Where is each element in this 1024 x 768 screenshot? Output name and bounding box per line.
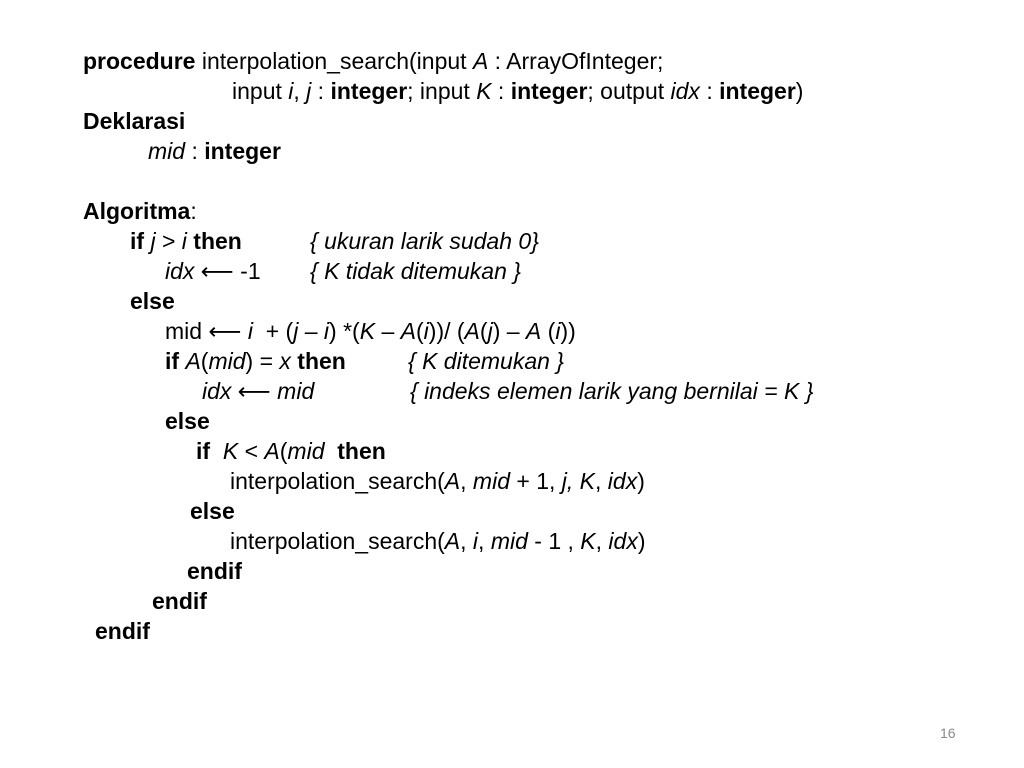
code-line <box>165 346 346 376</box>
text-token: ⟵ <box>231 378 278 404</box>
keyword-token: integer <box>204 138 281 164</box>
code-line <box>190 496 235 526</box>
text-token: ⟵ -1 <box>194 258 261 284</box>
italic-token: j <box>150 228 156 254</box>
italic-token: x <box>279 348 291 374</box>
italic-token: i <box>555 318 561 344</box>
text-token: – <box>298 318 324 344</box>
italic-token: i <box>323 318 330 344</box>
italic-token: K <box>580 528 596 554</box>
code-line <box>130 226 242 256</box>
italic-token: A <box>444 468 461 494</box>
keyword-token: integer <box>719 78 796 104</box>
italic-token: i <box>423 318 429 344</box>
code-line <box>130 286 175 316</box>
italic-token: K <box>476 78 492 104</box>
keyword-token: if <box>196 438 217 464</box>
text-token: ))/ ( <box>428 318 465 344</box>
italic-token: A <box>185 348 201 374</box>
text-token: , <box>293 78 307 104</box>
italic-token: idx <box>165 258 195 284</box>
italic-token: K <box>216 438 239 464</box>
text-token: ) *( <box>329 318 360 344</box>
text-token: ) <box>637 468 645 494</box>
italic-token: A <box>264 438 280 464</box>
keyword-token: endif <box>95 618 150 644</box>
code-line <box>408 346 564 376</box>
keyword-token: procedure <box>83 48 196 74</box>
text-token: ) – <box>492 318 526 344</box>
text-token: ( <box>415 318 424 344</box>
italic-token: mid <box>472 468 510 494</box>
text-token: + 1, <box>509 468 562 494</box>
italic-token: idx <box>607 468 638 494</box>
text-token: ( <box>479 318 488 344</box>
text-token: : ArrayOfInteger; <box>488 48 664 74</box>
keyword-token: integer <box>510 78 588 104</box>
text-token: , <box>595 528 609 554</box>
italic-token: mid <box>287 438 325 464</box>
italic-token: j <box>306 78 312 104</box>
italic-token: A <box>464 318 480 344</box>
text-token: ) <box>795 78 804 104</box>
italic-token: mid <box>208 348 246 374</box>
italic-token: i <box>181 228 187 254</box>
italic-token: mid <box>490 528 528 554</box>
code-line <box>165 256 261 286</box>
page-number: 16 <box>940 725 956 741</box>
keyword-token: Algoritma <box>83 198 191 224</box>
text-token: , <box>460 468 473 494</box>
text-token: interpolation_search( <box>230 528 445 554</box>
italic-token: { K ditemukan } <box>408 348 564 374</box>
keyword-token: integer <box>330 78 408 104</box>
keyword-token: endif <box>187 558 242 584</box>
text-token: ; output <box>587 78 671 104</box>
text-token: interpolation_search(input <box>195 48 473 74</box>
code-line <box>410 376 813 406</box>
text-token: ; input <box>407 78 477 104</box>
italic-token: A <box>525 318 542 344</box>
italic-token: j <box>293 318 299 344</box>
text-token: ( <box>541 318 556 344</box>
code-line <box>310 256 521 286</box>
italic-token: j <box>487 318 493 344</box>
code-line <box>230 466 645 496</box>
code-line <box>83 196 197 226</box>
italic-token: idx <box>608 528 638 554</box>
keyword-token: then <box>186 228 242 254</box>
keyword-token: endif <box>152 588 207 614</box>
text-token: ( <box>200 348 209 374</box>
code-line <box>165 406 210 436</box>
italic-token: A <box>444 528 461 554</box>
keyword-token: else <box>130 288 175 314</box>
code-line <box>152 586 207 616</box>
text-token: )) <box>560 318 576 344</box>
keyword-token: then <box>290 348 346 374</box>
code-line <box>310 226 539 256</box>
text-token: - 1 , <box>527 528 581 554</box>
italic-token: j, K <box>561 468 596 494</box>
keyword-token: if <box>165 348 186 374</box>
keyword-token: if <box>130 228 151 254</box>
italic-token: i <box>288 78 294 104</box>
italic-token: A <box>400 318 416 344</box>
text-token: + ( <box>252 318 294 344</box>
text-token: : <box>699 78 720 104</box>
text-token: input <box>232 78 289 104</box>
text-token: : <box>311 78 331 104</box>
text-token: – <box>375 318 401 344</box>
text-token: mid ⟵ <box>165 318 248 344</box>
text-token: ( <box>279 438 288 464</box>
code-line <box>196 436 386 466</box>
keyword-token: Deklarasi <box>83 108 186 134</box>
text-token: < <box>238 438 265 464</box>
code-line <box>148 136 281 166</box>
text-token: : <box>190 198 197 224</box>
text-token: : <box>185 138 205 164</box>
italic-token: idx <box>670 78 700 104</box>
code-line <box>83 46 663 76</box>
text-token: interpolation_search( <box>230 468 445 494</box>
keyword-token: then <box>324 438 386 464</box>
italic-token: mid <box>148 138 186 164</box>
code-line <box>83 106 185 136</box>
italic-token: idx <box>202 378 232 404</box>
italic-token: i <box>472 528 479 554</box>
text-token: , <box>460 528 473 554</box>
keyword-token: else <box>165 408 210 434</box>
text-token: ) = <box>245 348 280 374</box>
text-token: : <box>491 78 511 104</box>
italic-token: { indeks elemen larik yang bernilai = K } <box>410 378 814 404</box>
text-token: , <box>478 528 491 554</box>
italic-token: K <box>359 318 376 344</box>
italic-token: { ukuran larik sudah 0} <box>310 228 539 254</box>
code-line <box>95 616 150 646</box>
italic-token: mid <box>277 378 315 404</box>
italic-token: A <box>472 48 489 74</box>
italic-token: { K tidak ditemukan } <box>310 258 521 284</box>
code-line <box>165 316 576 346</box>
code-line <box>187 556 242 586</box>
code-line <box>230 526 646 556</box>
keyword-token: else <box>190 498 235 524</box>
text-token: > <box>155 228 182 254</box>
text-token: , <box>595 468 608 494</box>
text-token: ) <box>637 528 646 554</box>
code-line <box>232 76 803 106</box>
italic-token: i <box>247 318 253 344</box>
code-line <box>202 376 314 406</box>
